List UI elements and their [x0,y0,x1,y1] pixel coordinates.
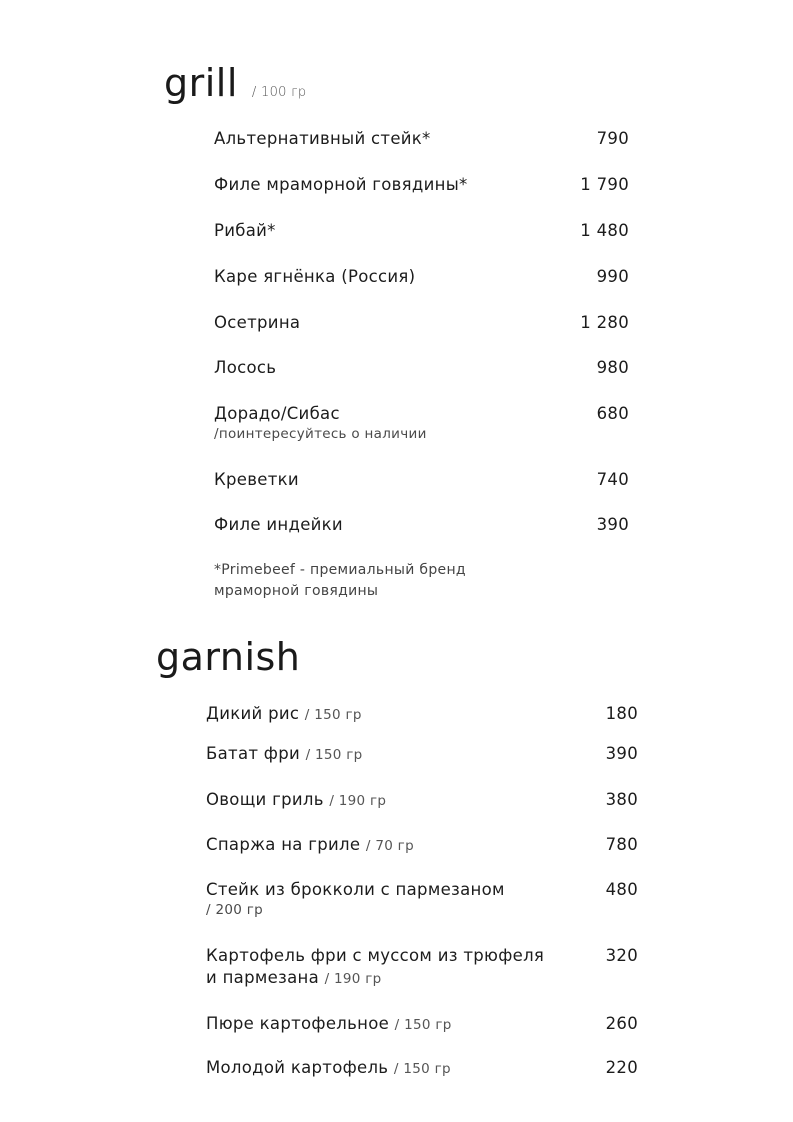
item-price: 220 [605,1058,638,1077]
garnish-title-text: garnish [156,635,301,679]
item-name: Альтернативный стейк* [214,129,431,148]
item-name: Пюре картофельное [206,1014,390,1033]
item-price: 480 [605,880,638,899]
grill-footnote [214,560,466,602]
item-name-block [206,1057,451,1080]
item-name: Стейк из брокколи с пармезаном [206,880,505,899]
item-name: Молодой картофель [206,1058,389,1077]
item-weight: / 200 гр [206,902,263,918]
item-price: 780 [605,835,638,854]
item-name-block [206,834,414,857]
section-title-garnish [156,635,301,679]
item-price: 790 [596,129,629,148]
item-price: 980 [596,358,629,377]
item-name: Овощи гриль [206,790,324,809]
grill-unit: / 100 гр [251,85,307,100]
item-name-line2: и пармезана [206,968,320,987]
item-price: 1 480 [580,221,629,240]
item-name-block [206,789,386,812]
item-name: Филе индейки [214,515,343,534]
item-name: Лосось [214,358,277,377]
item-price: 990 [596,267,629,286]
item-weight: / 190 гр [324,971,382,987]
item-name: Филе мраморной говядины* [214,175,468,194]
item-name-block [206,703,362,726]
item-name: Батат фри [206,744,301,763]
item-note: /поинтересуйтесь о наличии [214,426,427,442]
item-name-block [214,403,427,443]
item-weight: / 190 гр [329,793,387,809]
item-price: 380 [605,790,638,809]
item-price: 390 [596,515,629,534]
item-price: 320 [605,946,638,965]
item-name-block [206,879,505,919]
item-name: Креветки [214,470,299,489]
item-weight: / 150 гр [305,747,363,763]
item-price: 680 [596,404,629,423]
item-name-block [206,1013,452,1036]
item-name: Картофель фри с муссом из трюфеля [206,946,545,965]
item-name: Дикий рис [206,704,300,723]
item-price: 1 790 [580,175,629,194]
item-price: 180 [605,704,638,723]
item-weight: / 150 гр [393,1061,451,1077]
item-name: Дорадо/Сибас [214,404,340,423]
item-weight: / 70 гр [365,838,414,854]
footnote-line: мраморной говядины [214,583,379,599]
item-name: Спаржа на гриле [206,835,361,854]
item-weight: / 150 гр [394,1017,452,1033]
item-name: Осетрина [214,313,301,332]
item-name: Рибай* [214,221,276,240]
item-price: 390 [605,744,638,763]
item-price: 740 [596,470,629,489]
section-title-grill [164,61,307,105]
item-weight: / 150 гр [304,707,362,723]
item-name-block [206,743,363,766]
item-price: 260 [605,1014,638,1033]
grill-title-text: grill [164,61,238,105]
item-name: Каре ягнёнка (Россия) [214,267,416,286]
footnote-line: *Primebeef - премиальный бренд [214,562,466,578]
item-price: 1 280 [580,313,629,332]
item-name-block [206,945,544,990]
